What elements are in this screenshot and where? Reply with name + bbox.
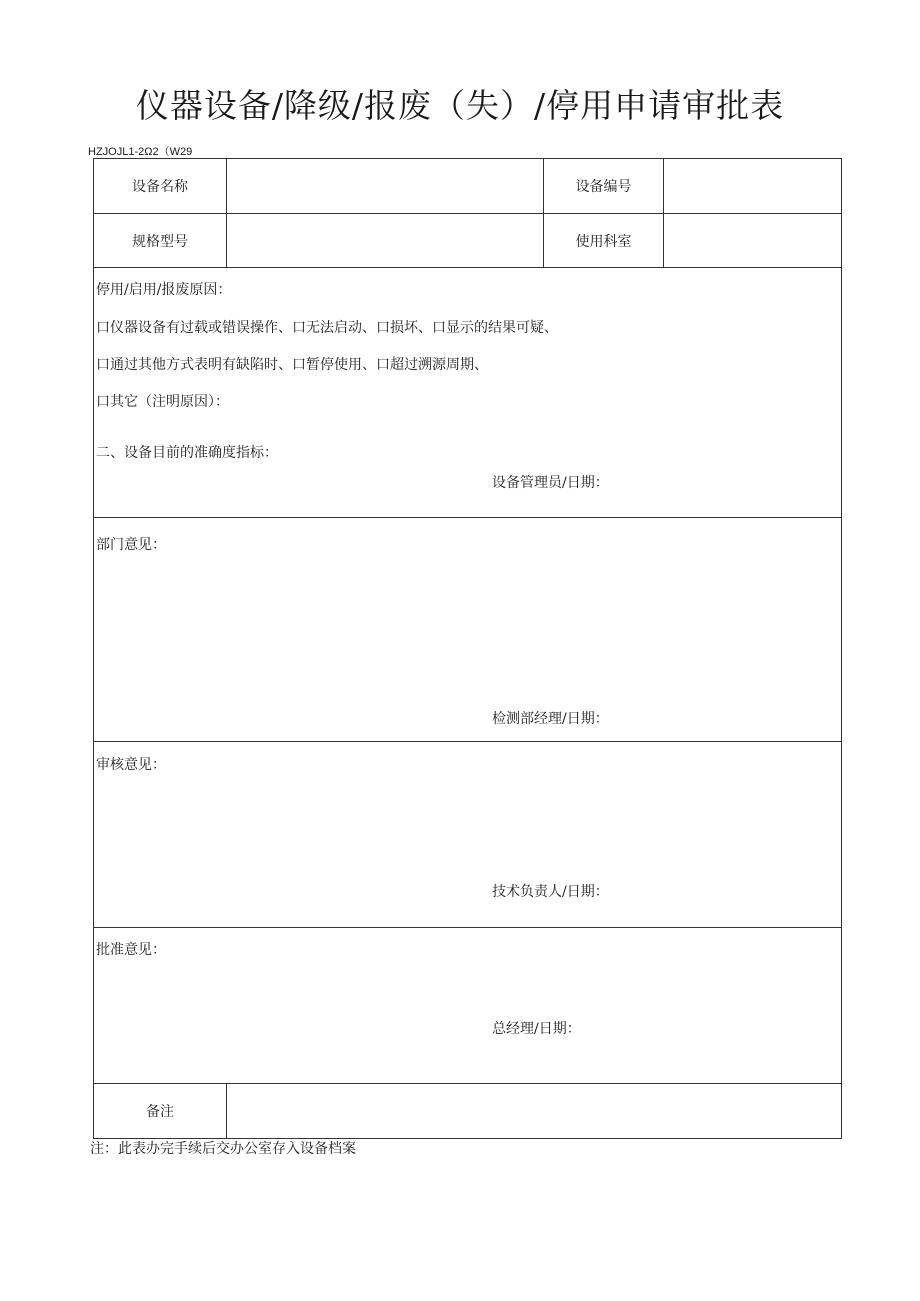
reason-options-line-1: 口仪器设备有过载或错误操作、口无法启动、口损坏、口显示的结果可疑、 <box>96 320 558 336</box>
remarks-field[interactable] <box>227 1084 842 1139</box>
equipment-number-field[interactable] <box>664 159 842 214</box>
review-opinion-section[interactable] <box>94 742 842 928</box>
page-title: 仪器设备/降级/报废（失）/停用申请审批表 <box>135 86 785 125</box>
review-row <box>94 742 842 928</box>
equipment-name-field[interactable] <box>227 159 544 214</box>
department-field[interactable] <box>664 214 842 268</box>
remarks-row <box>94 1084 842 1139</box>
reason-row <box>94 268 842 518</box>
reason-heading: 停用/启用/报废原因： <box>96 282 232 298</box>
footnote: 注：此表办完手续后交办公室存入设备档案 <box>90 1141 356 1157</box>
model-spec-field[interactable] <box>227 214 544 268</box>
equipment-name-label: 设备名称 <box>94 159 227 214</box>
header-row-2 <box>94 214 842 268</box>
model-spec-label: 规格型号 <box>94 214 227 268</box>
technical-lead-sign: 技术负责人/日期： <box>492 884 609 900</box>
approve-opinion-heading: 批准意见： <box>96 942 166 958</box>
dept-opinion-heading: 部门意见： <box>96 537 166 553</box>
approve-opinion-section[interactable] <box>94 928 842 1084</box>
equipment-manager-sign: 设备管理员/日期： <box>492 475 609 491</box>
reason-section[interactable] <box>94 268 842 518</box>
approve-row <box>94 928 842 1084</box>
review-opinion-heading: 审核意见： <box>96 757 166 773</box>
remarks-label: 备注 <box>94 1084 227 1139</box>
dept-opinion-section[interactable] <box>94 518 842 742</box>
form-code: HZJOJL1-2Ω2（W29 <box>88 146 193 158</box>
approval-form-table <box>93 158 842 1139</box>
reason-options-line-2: 口通过其他方式表明有缺陷时、口暂停使用、口超过溯源周期、 <box>96 357 488 373</box>
testing-manager-sign: 检测部经理/日期： <box>492 711 609 727</box>
reason-options-line-3: 口其它（注明原因）： <box>96 394 229 410</box>
equipment-number-label: 设备编号 <box>544 159 664 214</box>
dept-row <box>94 518 842 742</box>
header-row-1 <box>94 159 842 214</box>
department-label: 使用科室 <box>544 214 664 268</box>
general-manager-sign: 总经理/日期： <box>492 1021 581 1037</box>
accuracy-heading: 二、设备目前的准确度指标： <box>96 445 278 461</box>
